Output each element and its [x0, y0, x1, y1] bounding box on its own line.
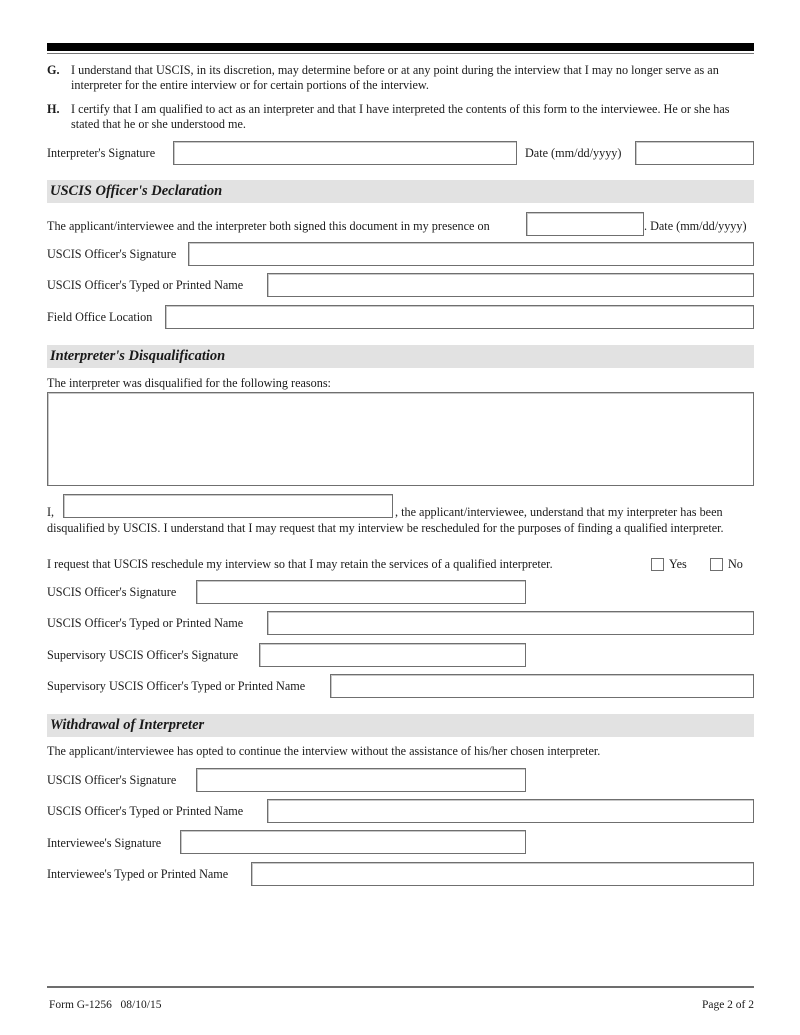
- section-disqualification: [47, 345, 754, 368]
- applicant-statement-2: disqualified by USCIS. I understand that I may request that my interview be rescheduled for the purposes of finding a qualified interpreter.: [47, 521, 724, 535]
- statement-text: I understand that USCIS, in its discretion, may determine before or at any point during the interview that I may no longer serve as an interpreter for the entire interview or for certain portions of the interview.: [71, 63, 719, 92]
- supervisory-name-field[interactable]: [330, 674, 754, 698]
- supervisory-name-label: Supervisory USCIS Officer's Typed or Printed Name: [47, 679, 306, 693]
- top-rule: [47, 43, 754, 51]
- statement-letter: G.: [47, 63, 60, 77]
- no-label: No: [728, 557, 743, 571]
- statement-h: [47, 102, 757, 132]
- dq-officer-name-label: USCIS Officer's Typed or Printed Name: [47, 616, 244, 630]
- dq-officer-name-field[interactable]: [267, 611, 754, 635]
- presence-statement: The applicant/interviewee and the interpreter both signed this document in my presence on: [47, 219, 490, 233]
- dq-officer-signature-field[interactable]: [196, 580, 526, 604]
- applicant-prefix: I,: [47, 505, 55, 519]
- interpreter-date-field[interactable]: [635, 141, 754, 165]
- officer-name-field[interactable]: [267, 273, 754, 297]
- form-id: Form G-1256 08/10/15: [49, 999, 162, 1011]
- yes-checkbox[interactable]: [651, 558, 664, 571]
- applicant-statement-1: , the applicant/interviewee, understand that my interpreter has been: [395, 505, 723, 519]
- officer-signature-label: USCIS Officer's Signature: [47, 247, 177, 261]
- statement-g: [47, 63, 757, 93]
- statement-text: I certify that I am qualified to act as an interpreter and that I have interpreted the contents of this form to the interviewee. He or she has stated that he or she understood me.: [71, 102, 730, 131]
- field-office-field[interactable]: [165, 305, 754, 329]
- wd-officer-name-label: USCIS Officer's Typed or Printed Name: [47, 804, 244, 818]
- yes-label: Yes: [669, 557, 687, 571]
- footer-rule: [47, 986, 754, 988]
- section-title: Interpreter's Disqualification: [50, 348, 226, 364]
- reasons-label: The interpreter was disqualified for the following reasons:: [47, 376, 331, 390]
- section-title: USCIS Officer's Declaration: [50, 183, 223, 199]
- supervisory-signature-field[interactable]: [259, 643, 526, 667]
- section-withdrawal: [47, 714, 754, 737]
- reasons-textarea[interactable]: [47, 392, 754, 486]
- supervisory-signature-label: Supervisory USCIS Officer's Signature: [47, 648, 239, 662]
- section-title: Withdrawal of Interpreter: [50, 717, 205, 733]
- interviewee-name-label: Interviewee's Typed or Printed Name: [47, 867, 229, 881]
- statement-letter: H.: [47, 102, 60, 116]
- page-number: Page 2 of 2: [701, 999, 754, 1011]
- presence-date-field[interactable]: [526, 212, 644, 236]
- reschedule-question: I request that USCIS reschedule my interview so that I may retain the services of a qualified interpreter.: [47, 557, 553, 571]
- interpreter-date-label: Date (mm/dd/yyyy): [525, 146, 622, 160]
- wd-officer-signature-label: USCIS Officer's Signature: [47, 773, 177, 787]
- officer-signature-field[interactable]: [188, 242, 754, 266]
- wd-officer-signature-field[interactable]: [196, 768, 526, 792]
- interviewee-signature-label: Interviewee's Signature: [47, 836, 162, 850]
- interviewee-signature-field[interactable]: [180, 830, 526, 854]
- wd-officer-name-field[interactable]: [267, 799, 754, 823]
- interpreter-signature-label: Interpreter's Signature: [47, 146, 156, 160]
- interpreter-signature-field[interactable]: [173, 141, 517, 165]
- withdrawal-statement: The applicant/interviewee has opted to continue the interview without the assistance of his/her chosen interpreter.: [47, 744, 601, 758]
- applicant-name-field[interactable]: [63, 494, 393, 518]
- field-office-label: Field Office Location: [47, 310, 153, 324]
- dq-officer-signature-label: USCIS Officer's Signature: [47, 585, 177, 599]
- top-rule-thin: [47, 53, 754, 54]
- presence-date-label: . Date (mm/dd/yyyy): [644, 219, 747, 233]
- no-checkbox[interactable]: [710, 558, 723, 571]
- section-officer-declaration: [47, 180, 754, 203]
- interviewee-name-field[interactable]: [251, 862, 754, 886]
- officer-name-label: USCIS Officer's Typed or Printed Name: [47, 278, 244, 292]
